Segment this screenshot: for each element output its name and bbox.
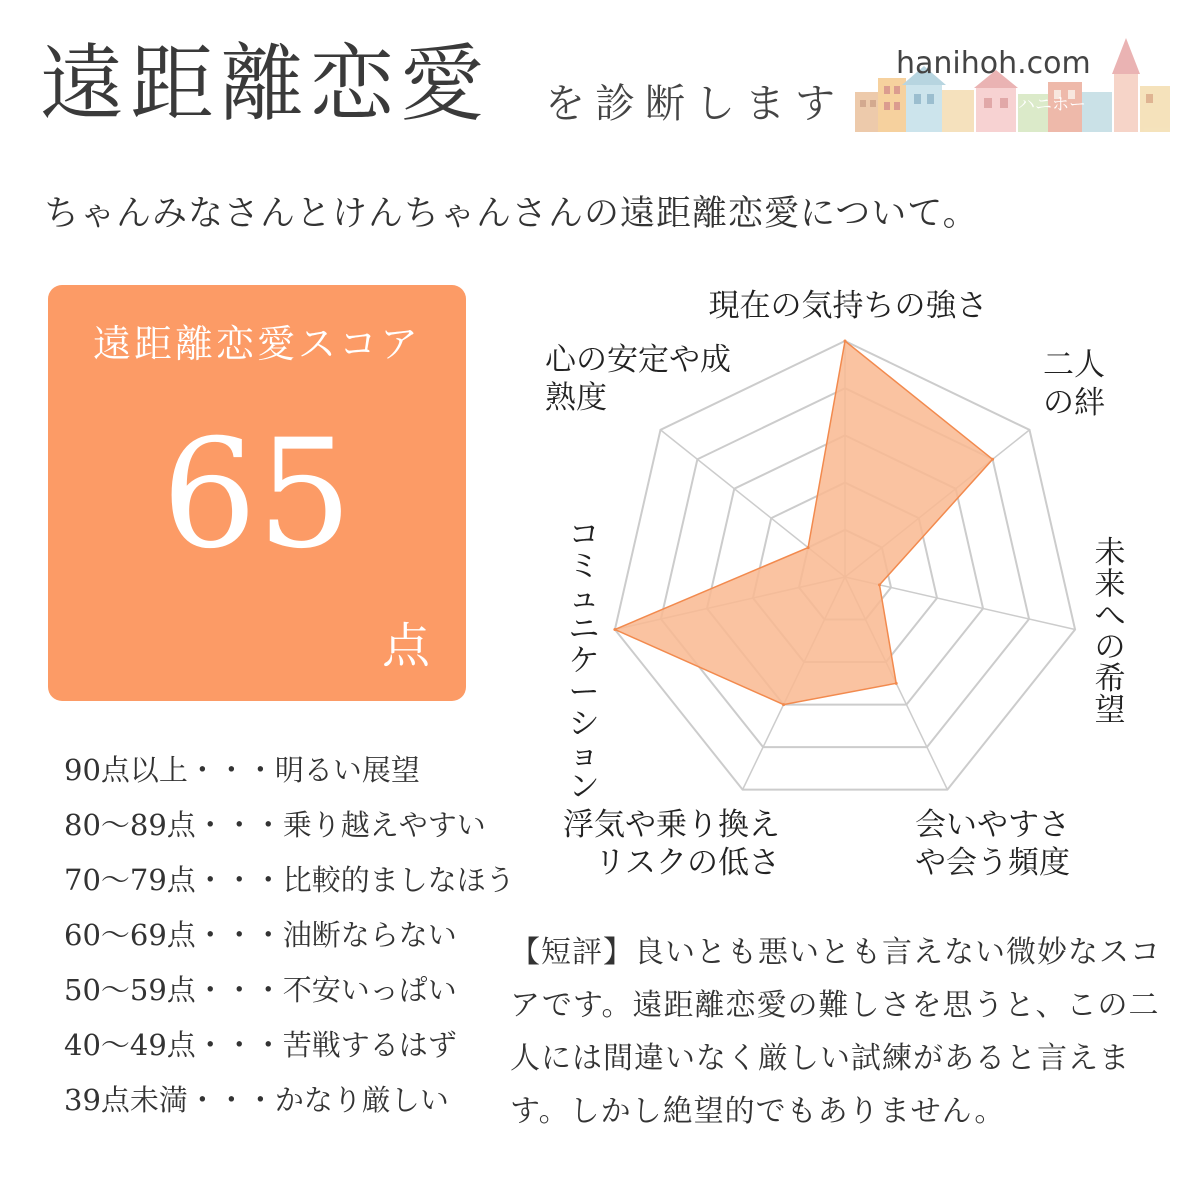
radar-data-point <box>895 682 898 685</box>
review-comment: 【短評】良いとも悪いとも言えない微妙なスコアです。遠距離恋愛の難しさを思うと、この二人には間違いなく厳しい試練があると言えます。しかし絶望的でもありません。 <box>510 935 1161 1129</box>
legend-item: 40〜49点・・・苦戦するはず <box>64 1028 457 1062</box>
legend-item: 80〜89点・・・乗り越えやすい <box>64 808 486 842</box>
radar-series-area <box>615 341 993 705</box>
radar-axis-label: 会いやすさや会う頻度 <box>915 807 1070 881</box>
score-unit: 点 <box>381 618 430 674</box>
radar-axis-label: 心の安定や成熟度 <box>545 342 731 416</box>
legend-item: 90点以上・・・明るい展望 <box>64 753 420 787</box>
radar-data-point <box>807 546 810 549</box>
radar-axis-label: 現在の気持ちの強さ <box>708 288 988 324</box>
radar-axis-label: 二人の絆 <box>1043 347 1105 421</box>
radar-axis-label: 浮気や乗り換えリスクの低さ <box>563 807 780 881</box>
score-value: 65 <box>161 408 353 582</box>
intro-text: ちゃんみなさんとけんちゃんさんの遠距離恋愛について。 <box>44 194 979 234</box>
page-title: 遠距離恋愛 <box>40 35 491 133</box>
radar-data-point <box>991 458 994 461</box>
legend-item: 50〜59点・・・不安いっぱい <box>64 973 457 1007</box>
radar-data-point <box>878 583 881 586</box>
score-label: 遠距離恋愛スコア <box>92 322 421 366</box>
legend-item: 60〜69点・・・油断ならない <box>64 918 457 952</box>
legend-item: 70〜79点・・・比較的ましなほう <box>64 863 515 897</box>
radar-axis-label: コミュニケーション <box>568 517 600 805</box>
page-subtitle: を診断します <box>545 81 845 127</box>
site-name-kana: ハニホー <box>1018 95 1086 115</box>
radar-data-point <box>782 703 785 706</box>
legend-item: 39点未満・・・かなり厳しい <box>64 1083 449 1117</box>
site-domain: hanihoh.com <box>896 46 1091 81</box>
radar-data-point <box>844 340 847 343</box>
radar-data-point <box>613 628 616 631</box>
radar-axis-label: 未来への希望 <box>1094 535 1126 729</box>
